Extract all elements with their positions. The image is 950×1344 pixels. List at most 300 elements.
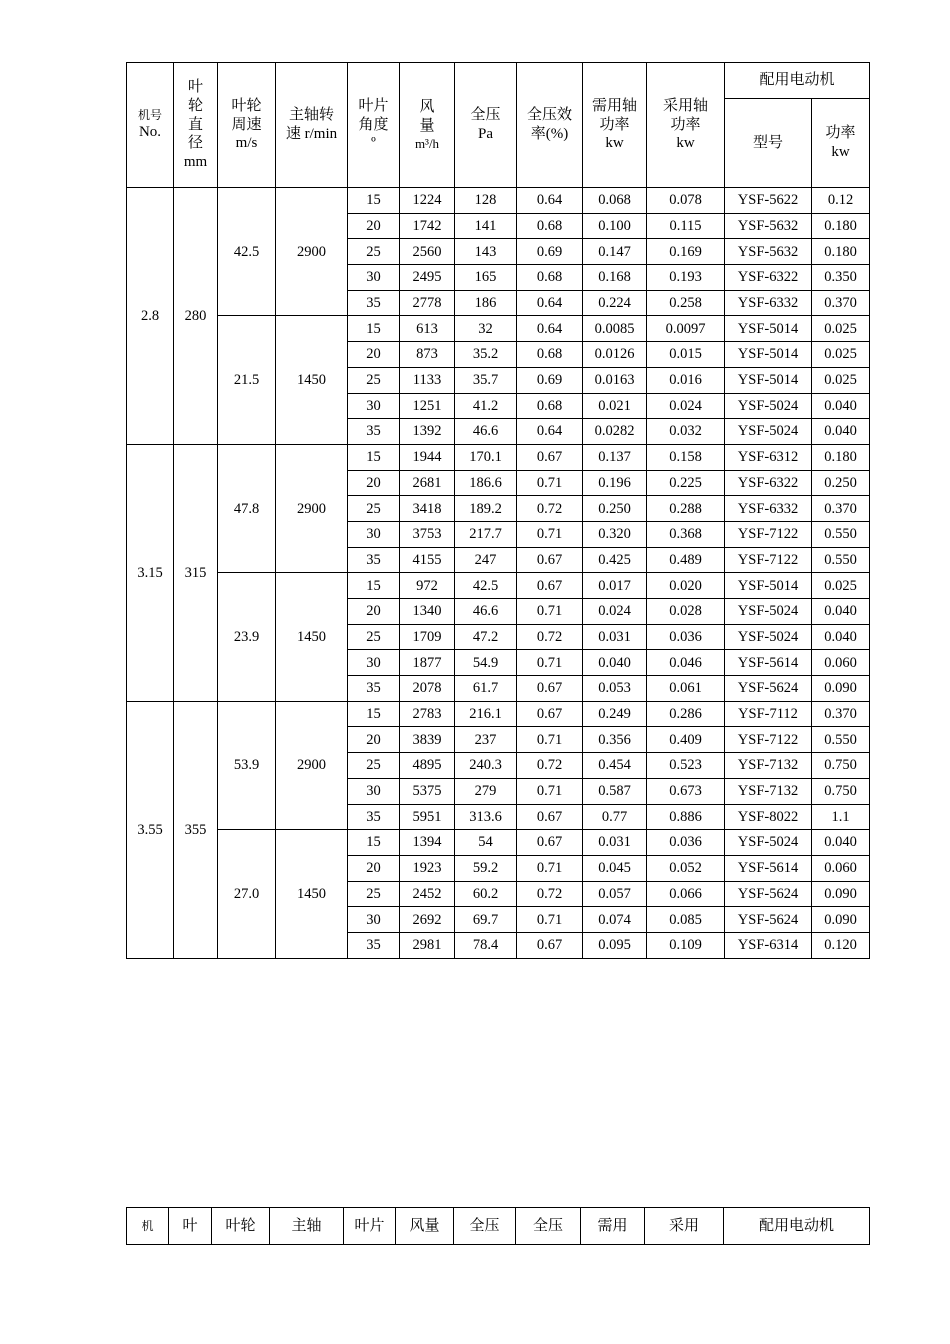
header-text: 角度 bbox=[358, 116, 389, 133]
cell-total-pressure: 141 bbox=[455, 213, 517, 239]
cell-blade-angle: 25 bbox=[348, 239, 400, 265]
cell-blade-angle: 25 bbox=[348, 367, 400, 393]
cell-motor-power: 1.1 bbox=[812, 804, 870, 830]
cell-air-volume: 1877 bbox=[400, 650, 455, 676]
cell-spindle-speed: 1450 bbox=[276, 830, 348, 958]
cell-air-volume: 5375 bbox=[400, 778, 455, 804]
cell-total-pressure: 61.7 bbox=[455, 676, 517, 702]
cell-total-pressure: 247 bbox=[455, 547, 517, 573]
continued-header-cell: 机 bbox=[127, 1208, 169, 1245]
cell-motor-power: 0.040 bbox=[812, 624, 870, 650]
cell-air-volume: 4895 bbox=[400, 753, 455, 779]
cell-total-pressure: 189.2 bbox=[455, 496, 517, 522]
cell-blade-angle: 15 bbox=[348, 444, 400, 470]
cell-motor-power: 0.025 bbox=[812, 342, 870, 368]
cell-model-no: 3.15 bbox=[127, 444, 174, 701]
header-model-no bbox=[127, 63, 174, 188]
cell-air-volume: 1923 bbox=[400, 855, 455, 881]
header-motor-model: 型号 bbox=[725, 99, 812, 188]
cell-motor-model: YSF-5024 bbox=[725, 393, 812, 419]
fan-performance-table bbox=[126, 62, 870, 959]
cell-air-volume: 3418 bbox=[400, 496, 455, 522]
cell-air-volume: 5951 bbox=[400, 804, 455, 830]
cell-blade-angle: 15 bbox=[348, 830, 400, 856]
cell-efficiency: 0.68 bbox=[517, 393, 583, 419]
cell-adopted-power: 0.109 bbox=[647, 932, 725, 958]
cell-air-volume: 1394 bbox=[400, 830, 455, 856]
cell-efficiency: 0.69 bbox=[517, 239, 583, 265]
cell-adopted-power: 0.024 bbox=[647, 393, 725, 419]
cell-air-volume: 4155 bbox=[400, 547, 455, 573]
cell-air-volume: 2452 bbox=[400, 881, 455, 907]
cell-motor-model: YSF-5632 bbox=[725, 213, 812, 239]
cell-total-pressure: 69.7 bbox=[455, 907, 517, 933]
continued-header-cell: 叶 bbox=[169, 1208, 212, 1245]
cell-motor-model: YSF-5614 bbox=[725, 650, 812, 676]
cell-adopted-power: 0.169 bbox=[647, 239, 725, 265]
cell-motor-model: YSF-6322 bbox=[725, 265, 812, 291]
cell-motor-power: 0.550 bbox=[812, 547, 870, 573]
cell-adopted-power: 0.286 bbox=[647, 701, 725, 727]
cell-adopted-power: 0.886 bbox=[647, 804, 725, 830]
header-text: 采用轴 bbox=[662, 97, 708, 114]
header-text: kw bbox=[676, 135, 695, 152]
cell-required-power: 0.587 bbox=[583, 778, 647, 804]
cell-air-volume: 873 bbox=[400, 342, 455, 368]
cell-spindle-speed: 2900 bbox=[276, 701, 348, 829]
cell-required-power: 0.017 bbox=[583, 573, 647, 599]
cell-adopted-power: 0.288 bbox=[647, 496, 725, 522]
cell-adopted-power: 0.066 bbox=[647, 881, 725, 907]
cell-blade-angle: 15 bbox=[348, 188, 400, 214]
cell-adopted-power: 0.0097 bbox=[647, 316, 725, 342]
continued-header-cell: 叶片 bbox=[344, 1208, 396, 1245]
cell-required-power: 0.0163 bbox=[583, 367, 647, 393]
header-spindle-speed bbox=[276, 63, 348, 188]
cell-required-power: 0.031 bbox=[583, 624, 647, 650]
cell-required-power: 0.074 bbox=[583, 907, 647, 933]
header-text: 需用轴 bbox=[591, 97, 637, 114]
cell-blade-angle: 20 bbox=[348, 599, 400, 625]
cell-total-pressure: 128 bbox=[455, 188, 517, 214]
cell-motor-power: 0.750 bbox=[812, 753, 870, 779]
cell-motor-model: YSF-7132 bbox=[725, 778, 812, 804]
cell-motor-model: YSF-5024 bbox=[725, 599, 812, 625]
cell-motor-model: YSF-7112 bbox=[725, 701, 812, 727]
cell-efficiency: 0.71 bbox=[517, 599, 583, 625]
cell-motor-power: 0.060 bbox=[812, 855, 870, 881]
cell-required-power: 0.031 bbox=[583, 830, 647, 856]
cell-motor-model: YSF-7132 bbox=[725, 753, 812, 779]
cell-blade-angle: 30 bbox=[348, 778, 400, 804]
cell-air-volume: 2495 bbox=[400, 265, 455, 291]
cell-adopted-power: 0.028 bbox=[647, 599, 725, 625]
cell-motor-model: YSF-5014 bbox=[725, 342, 812, 368]
cell-impeller-diameter: 315 bbox=[174, 444, 218, 701]
cell-required-power: 0.196 bbox=[583, 470, 647, 496]
cell-efficiency: 0.64 bbox=[517, 188, 583, 214]
cell-motor-power: 0.090 bbox=[812, 881, 870, 907]
cell-spindle-speed: 2900 bbox=[276, 444, 348, 572]
cell-motor-model: YSF-5014 bbox=[725, 316, 812, 342]
header-text: m/s bbox=[235, 135, 258, 152]
cell-required-power: 0.024 bbox=[583, 599, 647, 625]
cell-efficiency: 0.64 bbox=[517, 316, 583, 342]
header-text: 速 r/min bbox=[285, 126, 338, 142]
cell-blade-angle: 20 bbox=[348, 213, 400, 239]
cell-adopted-power: 0.052 bbox=[647, 855, 725, 881]
cell-adopted-power: 0.032 bbox=[647, 419, 725, 445]
cell-blade-angle: 25 bbox=[348, 753, 400, 779]
cell-required-power: 0.040 bbox=[583, 650, 647, 676]
cell-adopted-power: 0.225 bbox=[647, 470, 725, 496]
header-text: 率(%) bbox=[530, 126, 569, 142]
cell-efficiency: 0.71 bbox=[517, 521, 583, 547]
cell-impeller-speed: 27.0 bbox=[218, 830, 276, 958]
cell-efficiency: 0.64 bbox=[517, 290, 583, 316]
cell-required-power: 0.068 bbox=[583, 188, 647, 214]
cell-motor-power: 0.180 bbox=[812, 239, 870, 265]
cell-motor-model: YSF-8022 bbox=[725, 804, 812, 830]
cell-blade-angle: 30 bbox=[348, 650, 400, 676]
cell-blade-angle: 30 bbox=[348, 521, 400, 547]
header-text: 全压 bbox=[470, 107, 501, 124]
cell-required-power: 0.250 bbox=[583, 496, 647, 522]
header-text: 全压效 bbox=[526, 107, 572, 124]
cell-motor-power: 0.350 bbox=[812, 265, 870, 291]
cell-impeller-speed: 42.5 bbox=[218, 188, 276, 316]
cell-total-pressure: 216.1 bbox=[455, 701, 517, 727]
cell-efficiency: 0.68 bbox=[517, 342, 583, 368]
cell-adopted-power: 0.036 bbox=[647, 624, 725, 650]
cell-total-pressure: 32 bbox=[455, 316, 517, 342]
cell-adopted-power: 0.193 bbox=[647, 265, 725, 291]
table-row bbox=[127, 830, 870, 856]
cell-motor-power: 0.750 bbox=[812, 778, 870, 804]
header-text: 风 bbox=[419, 99, 435, 116]
header-model-no-en: No. bbox=[138, 124, 162, 141]
cell-blade-angle: 20 bbox=[348, 727, 400, 753]
cell-adopted-power: 0.409 bbox=[647, 727, 725, 753]
cell-adopted-power: 0.115 bbox=[647, 213, 725, 239]
cell-efficiency: 0.64 bbox=[517, 419, 583, 445]
cell-total-pressure: 279 bbox=[455, 778, 517, 804]
cell-motor-model: YSF-7122 bbox=[725, 547, 812, 573]
cell-motor-model: YSF-7122 bbox=[725, 727, 812, 753]
cell-motor-model: YSF-5024 bbox=[725, 624, 812, 650]
header-text: Pa bbox=[478, 126, 493, 142]
cell-motor-model: YSF-5614 bbox=[725, 855, 812, 881]
table-row bbox=[127, 1208, 870, 1245]
cell-required-power: 0.053 bbox=[583, 676, 647, 702]
continued-header-cell: 需用 bbox=[581, 1208, 645, 1245]
cell-impeller-speed: 53.9 bbox=[218, 701, 276, 829]
cell-efficiency: 0.71 bbox=[517, 778, 583, 804]
cell-required-power: 0.095 bbox=[583, 932, 647, 958]
table-row bbox=[127, 316, 870, 342]
cell-efficiency: 0.71 bbox=[517, 727, 583, 753]
continued-header-cell: 配用电动机 bbox=[724, 1208, 870, 1245]
cell-air-volume: 972 bbox=[400, 573, 455, 599]
cell-total-pressure: 78.4 bbox=[455, 932, 517, 958]
cell-required-power: 0.0126 bbox=[583, 342, 647, 368]
cell-adopted-power: 0.489 bbox=[647, 547, 725, 573]
cell-required-power: 0.249 bbox=[583, 701, 647, 727]
cell-adopted-power: 0.036 bbox=[647, 830, 725, 856]
cell-blade-angle: 35 bbox=[348, 547, 400, 573]
cell-adopted-power: 0.061 bbox=[647, 676, 725, 702]
cell-impeller-diameter: 355 bbox=[174, 701, 218, 958]
cell-total-pressure: 59.2 bbox=[455, 855, 517, 881]
cell-required-power: 0.100 bbox=[583, 213, 647, 239]
cell-air-volume: 1709 bbox=[400, 624, 455, 650]
cell-blade-angle: 30 bbox=[348, 393, 400, 419]
cell-spindle-speed: 1450 bbox=[276, 573, 348, 701]
header-text: 叶片 bbox=[358, 97, 389, 114]
cell-efficiency: 0.69 bbox=[517, 367, 583, 393]
header-text: 量 bbox=[419, 117, 435, 134]
cell-motor-model: YSF-5014 bbox=[725, 367, 812, 393]
header-impeller-speed bbox=[218, 63, 276, 188]
continued-header-cell: 风量 bbox=[396, 1208, 454, 1245]
cell-motor-model: YSF-5024 bbox=[725, 419, 812, 445]
header-total-pressure bbox=[455, 63, 517, 188]
cell-adopted-power: 0.020 bbox=[647, 573, 725, 599]
cell-total-pressure: 240.3 bbox=[455, 753, 517, 779]
cell-efficiency: 0.67 bbox=[517, 804, 583, 830]
cell-air-volume: 3839 bbox=[400, 727, 455, 753]
cell-spindle-speed: 2900 bbox=[276, 188, 348, 316]
cell-blade-angle: 35 bbox=[348, 804, 400, 830]
cell-total-pressure: 41.2 bbox=[455, 393, 517, 419]
header-text: 功率 bbox=[670, 116, 701, 133]
cell-blade-angle: 35 bbox=[348, 676, 400, 702]
cell-efficiency: 0.67 bbox=[517, 444, 583, 470]
cell-adopted-power: 0.046 bbox=[647, 650, 725, 676]
cell-adopted-power: 0.015 bbox=[647, 342, 725, 368]
cell-required-power: 0.356 bbox=[583, 727, 647, 753]
cell-blade-angle: 20 bbox=[348, 470, 400, 496]
header-motor-group: 配用电动机 bbox=[725, 63, 870, 99]
cell-motor-model: YSF-7122 bbox=[725, 521, 812, 547]
cell-required-power: 0.0085 bbox=[583, 316, 647, 342]
header-text: 轮 bbox=[187, 97, 203, 114]
cell-motor-model: YSF-6314 bbox=[725, 932, 812, 958]
cell-blade-angle: 20 bbox=[348, 342, 400, 368]
header-text: 功率 bbox=[825, 125, 856, 142]
cell-adopted-power: 0.523 bbox=[647, 753, 725, 779]
cell-air-volume: 2692 bbox=[400, 907, 455, 933]
cell-total-pressure: 170.1 bbox=[455, 444, 517, 470]
cell-motor-power: 0.180 bbox=[812, 213, 870, 239]
cell-required-power: 0.137 bbox=[583, 444, 647, 470]
cell-required-power: 0.454 bbox=[583, 753, 647, 779]
cell-air-volume: 1340 bbox=[400, 599, 455, 625]
cell-total-pressure: 54.9 bbox=[455, 650, 517, 676]
cell-motor-model: YSF-6322 bbox=[725, 470, 812, 496]
cell-adopted-power: 0.368 bbox=[647, 521, 725, 547]
cell-blade-angle: 15 bbox=[348, 316, 400, 342]
header-blade-angle bbox=[348, 63, 400, 188]
cell-air-volume: 2783 bbox=[400, 701, 455, 727]
cell-motor-model: YSF-5024 bbox=[725, 830, 812, 856]
cell-adopted-power: 0.078 bbox=[647, 188, 725, 214]
cell-motor-power: 0.550 bbox=[812, 521, 870, 547]
cell-motor-power: 0.025 bbox=[812, 367, 870, 393]
cell-air-volume: 3753 bbox=[400, 521, 455, 547]
cell-motor-power: 0.040 bbox=[812, 599, 870, 625]
cell-efficiency: 0.72 bbox=[517, 624, 583, 650]
cell-total-pressure: 143 bbox=[455, 239, 517, 265]
cell-efficiency: 0.68 bbox=[517, 265, 583, 291]
cell-spindle-speed: 1450 bbox=[276, 316, 348, 444]
cell-model-no: 3.55 bbox=[127, 701, 174, 958]
cell-required-power: 0.224 bbox=[583, 290, 647, 316]
cell-motor-power: 0.025 bbox=[812, 316, 870, 342]
cell-efficiency: 0.67 bbox=[517, 547, 583, 573]
cell-efficiency: 0.67 bbox=[517, 932, 583, 958]
cell-air-volume: 2981 bbox=[400, 932, 455, 958]
header-text: 周速 bbox=[231, 116, 262, 133]
cell-motor-power: 0.370 bbox=[812, 496, 870, 522]
table-row bbox=[127, 573, 870, 599]
header-model-no-cn: 机号 bbox=[137, 108, 162, 123]
cell-motor-power: 0.040 bbox=[812, 830, 870, 856]
cell-motor-power: 0.040 bbox=[812, 419, 870, 445]
cell-blade-angle: 25 bbox=[348, 496, 400, 522]
cell-total-pressure: 35.7 bbox=[455, 367, 517, 393]
cell-motor-power: 0.120 bbox=[812, 932, 870, 958]
cell-impeller-speed: 21.5 bbox=[218, 316, 276, 444]
header-text: 径 bbox=[187, 135, 203, 152]
cell-air-volume: 1133 bbox=[400, 367, 455, 393]
cell-total-pressure: 46.6 bbox=[455, 419, 517, 445]
header-text: mm bbox=[183, 154, 208, 171]
cell-motor-model: YSF-5624 bbox=[725, 907, 812, 933]
cell-total-pressure: 165 bbox=[455, 265, 517, 291]
cell-efficiency: 0.71 bbox=[517, 907, 583, 933]
cell-efficiency: 0.71 bbox=[517, 470, 583, 496]
cell-efficiency: 0.71 bbox=[517, 650, 583, 676]
cell-adopted-power: 0.016 bbox=[647, 367, 725, 393]
cell-required-power: 0.425 bbox=[583, 547, 647, 573]
cell-motor-power: 0.550 bbox=[812, 727, 870, 753]
cell-total-pressure: 47.2 bbox=[455, 624, 517, 650]
cell-motor-power: 0.250 bbox=[812, 470, 870, 496]
cell-blade-angle: 30 bbox=[348, 265, 400, 291]
header-air-volume bbox=[400, 63, 455, 188]
cell-motor-model: YSF-5624 bbox=[725, 881, 812, 907]
header-motor-power bbox=[812, 99, 870, 188]
cell-impeller-diameter: 280 bbox=[174, 188, 218, 445]
header-efficiency bbox=[517, 63, 583, 188]
continued-header-cell: 全压 bbox=[516, 1208, 581, 1245]
cell-blade-angle: 30 bbox=[348, 907, 400, 933]
cell-required-power: 0.77 bbox=[583, 804, 647, 830]
cell-blade-angle: 15 bbox=[348, 573, 400, 599]
header-impeller-diameter bbox=[174, 63, 218, 188]
continued-header-cell: 主轴 bbox=[270, 1208, 344, 1245]
cell-efficiency: 0.67 bbox=[517, 830, 583, 856]
cell-required-power: 0.168 bbox=[583, 265, 647, 291]
header-text: 直 bbox=[187, 116, 203, 133]
cell-motor-power: 0.370 bbox=[812, 290, 870, 316]
cell-total-pressure: 313.6 bbox=[455, 804, 517, 830]
continued-table-header bbox=[126, 1207, 870, 1245]
cell-motor-model: YSF-5632 bbox=[725, 239, 812, 265]
cell-total-pressure: 186 bbox=[455, 290, 517, 316]
cell-adopted-power: 0.258 bbox=[647, 290, 725, 316]
cell-motor-power: 0.090 bbox=[812, 676, 870, 702]
header-text: 主轴转 bbox=[288, 107, 334, 124]
header-text: kw bbox=[605, 135, 624, 152]
cell-motor-model: YSF-6312 bbox=[725, 444, 812, 470]
cell-motor-model: YSF-6332 bbox=[725, 290, 812, 316]
cell-blade-angle: 35 bbox=[348, 419, 400, 445]
cell-motor-model: YSF-6332 bbox=[725, 496, 812, 522]
header-adopted-power bbox=[647, 63, 725, 188]
cell-required-power: 0.045 bbox=[583, 855, 647, 881]
cell-required-power: 0.320 bbox=[583, 521, 647, 547]
cell-motor-model: YSF-5014 bbox=[725, 573, 812, 599]
cell-total-pressure: 60.2 bbox=[455, 881, 517, 907]
header-text: 叶 bbox=[187, 79, 203, 96]
table-row bbox=[127, 701, 870, 727]
cell-motor-power: 0.090 bbox=[812, 907, 870, 933]
cell-air-volume: 1224 bbox=[400, 188, 455, 214]
cell-efficiency: 0.72 bbox=[517, 496, 583, 522]
cell-efficiency: 0.67 bbox=[517, 573, 583, 599]
cell-required-power: 0.0282 bbox=[583, 419, 647, 445]
cell-air-volume: 2560 bbox=[400, 239, 455, 265]
cell-impeller-speed: 47.8 bbox=[218, 444, 276, 572]
header-text: 功率 bbox=[599, 116, 630, 133]
cell-efficiency: 0.71 bbox=[517, 855, 583, 881]
cell-motor-power: 0.370 bbox=[812, 701, 870, 727]
header-text: m³/h bbox=[414, 135, 440, 151]
cell-air-volume: 1742 bbox=[400, 213, 455, 239]
continued-header-cell: 叶轮 bbox=[212, 1208, 270, 1245]
cell-adopted-power: 0.158 bbox=[647, 444, 725, 470]
cell-blade-angle: 15 bbox=[348, 701, 400, 727]
cell-impeller-speed: 23.9 bbox=[218, 573, 276, 701]
header-text: 叶轮 bbox=[231, 97, 262, 114]
cell-efficiency: 0.72 bbox=[517, 753, 583, 779]
table-row bbox=[127, 444, 870, 470]
cell-blade-angle: 35 bbox=[348, 290, 400, 316]
cell-blade-angle: 25 bbox=[348, 881, 400, 907]
cell-adopted-power: 0.085 bbox=[647, 907, 725, 933]
cell-total-pressure: 237 bbox=[455, 727, 517, 753]
cell-air-volume: 1251 bbox=[400, 393, 455, 419]
cell-model-no: 2.8 bbox=[127, 188, 174, 445]
header-required-power bbox=[583, 63, 647, 188]
cell-total-pressure: 42.5 bbox=[455, 573, 517, 599]
cell-motor-power: 0.180 bbox=[812, 444, 870, 470]
cell-efficiency: 0.68 bbox=[517, 213, 583, 239]
cell-air-volume: 1392 bbox=[400, 419, 455, 445]
cell-required-power: 0.057 bbox=[583, 881, 647, 907]
cell-efficiency: 0.67 bbox=[517, 676, 583, 702]
cell-total-pressure: 35.2 bbox=[455, 342, 517, 368]
cell-motor-power: 0.040 bbox=[812, 393, 870, 419]
table-row bbox=[127, 188, 870, 214]
continued-header-cell: 采用 bbox=[645, 1208, 724, 1245]
cell-motor-power: 0.025 bbox=[812, 573, 870, 599]
cell-required-power: 0.021 bbox=[583, 393, 647, 419]
cell-adopted-power: 0.673 bbox=[647, 778, 725, 804]
header-text: kw bbox=[831, 144, 850, 160]
